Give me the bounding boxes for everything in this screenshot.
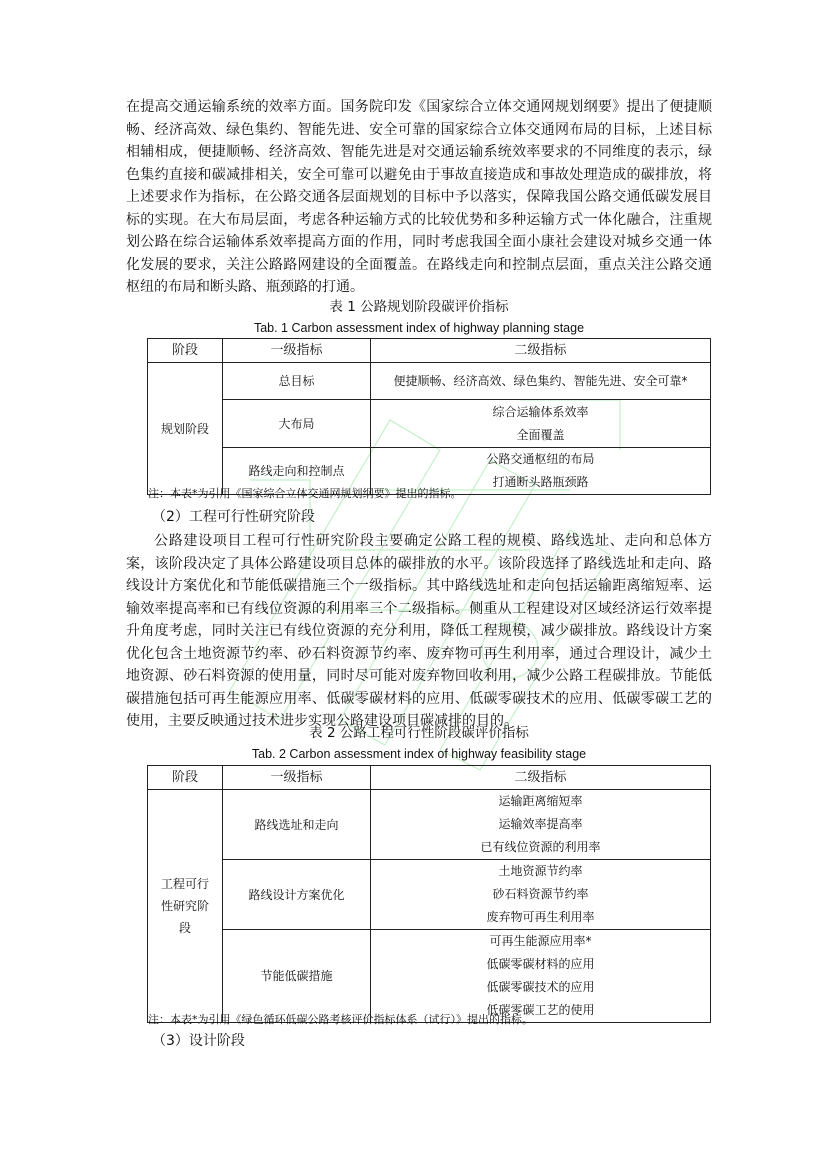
table1-caption-en: Tab. 1 Carbon assessment index of highway planning stage <box>253 321 585 335</box>
secondary-item: 公路交通枢纽的布局 <box>486 452 595 466</box>
table2-row <box>148 860 711 930</box>
table1 <box>147 338 711 495</box>
secondary-item: 废弃物可再生利用率 <box>486 910 595 924</box>
secondary-item: 土地资源节约率 <box>498 864 583 878</box>
table1-primary-cell: 大布局 <box>223 400 371 448</box>
table2-row <box>148 790 711 860</box>
secondary-item: 可再生能源应用率* <box>489 934 592 948</box>
table2-secondary-cell <box>371 790 711 860</box>
table2 <box>147 765 711 1023</box>
section3-heading: （3）设计阶段 <box>152 1033 245 1049</box>
table2-primary-cell: 路线选址和走向 <box>223 790 371 860</box>
secondary-item: 低碳零碳工艺的使用 <box>486 1003 595 1017</box>
table1-row <box>148 400 711 448</box>
table1-header-stage: 阶段 <box>148 339 223 363</box>
secondary-item: 综合运输体系效率 <box>492 404 589 419</box>
table1-secondary-cell: 便捷顺畅、经济高效、绿色集约、智能先进、安全可靠* <box>371 363 711 400</box>
secondary-item: 全面覆盖 <box>516 427 565 442</box>
table2-caption-en: Tab. 2 Carbon assessment index of highway feasibility stage <box>251 747 587 761</box>
table2-primary-cell: 节能低碳措施 <box>223 930 371 1023</box>
section2-heading: （2）工程可行性研究阶段 <box>152 509 315 525</box>
body-paragraph-2: 公路建设项目工程可行性研究阶段主要确定公路工程的规模、路线选址、走向和总体方案，该阶段决定了具体公路建设项目总体的碳排放的水平。该阶段选择了路线选址和走向、路线设计方案优化和节能低碳措施三个一级指标。其中路线选址和走向包括运输距离缩短率、运输效率提高率和已有线位资源的利用率三个二级指标。侧重从工程建设对区域经济运行效率提升角度考虑，同时关注已有线位资源的充分利用，降低工程规模，减少碳排放。路线设计方案优化包含土地资源节约率、砂石料资源节约率、废弃物可再生利用率，通过合理设计，减少土地资源、砂石料资源的使用量，同时尽可能对废弃物回收利用，减少公路工程碳排放。节能低碳措施包括可再生能源应用率、低碳零碳材料的应用、低碳零碳技术的应用、低碳零碳工艺的使用，主要反映通过技术进步实现公路建设项目碳减排的目的。 <box>126 533 712 729</box>
table2-caption-cn: 表 2 公路工程可行性阶段碳评价指标 <box>309 725 529 741</box>
table2-header-secondary: 二级指标 <box>371 766 711 790</box>
table2-secondary-cell <box>371 930 711 1023</box>
table1-primary-cell: 路线走向和控制点 <box>223 448 371 495</box>
secondary-item: 低碳零碳技术的应用 <box>486 980 595 994</box>
table1-note: 注：本表*为引用《国家综合立体交通网规划纲要》提出的指标。 <box>148 487 462 500</box>
body-paragraph-1: 在提高交通运输系统的效率方面。国务院印发《国家综合立体交通网规划纲要》提出了便捷顺畅、经济高效、绿色集约、智能先进、安全可靠的国家综合立体交通网布局的目标，上述目标相辅相成，便捷顺畅、经济高效、智能先进是对交通运输系统效率要求的不同维度的表示，绿色集约直接和碳减排相关，安全可靠可以避免由于事故直接造成和事故处理造成的碳排放，将上述要求作为指标，在公路交通各层面规划的目标中予以落实，保障我国公路交通低碳发展目标的实现。在大布局层面，考虑各种运输方式的比较优势和多种运输方式一体化融合，注重规划公路在综合运输体系效率提高方面的作用，同时考虑我国全面小康社会建设对城乡交通一体化发展的要求，关注公路路网建设的全面覆盖。在路线走向和控制点层面，重点关注公路交通枢纽的布局和断头路、瓶颈路的打通。 <box>126 99 712 295</box>
table2-header-row <box>148 766 711 790</box>
table2-stage-cell: 工程可行性研究阶段 <box>148 790 223 1023</box>
table2-row <box>148 930 711 1023</box>
table2-note: 注：本表*为引用《绿色循环低碳公路考核评价指标体系（试行）》提出的指标。 <box>148 1013 533 1026</box>
table1-header-row <box>148 339 711 363</box>
table1-stage-cell: 规划阶段 <box>148 363 223 495</box>
secondary-item: 运输距离缩短率 <box>498 794 583 808</box>
table1-secondary-cell <box>371 400 711 448</box>
table2-secondary-cell <box>371 860 711 930</box>
secondary-item: 低碳零碳材料的应用 <box>486 957 595 971</box>
table2-header-primary: 一级指标 <box>223 766 371 790</box>
table2-primary-cell: 路线设计方案优化 <box>223 860 371 930</box>
secondary-item: 打通断头路瓶颈路 <box>492 475 589 489</box>
table1-header-primary: 一级指标 <box>223 339 371 363</box>
table1-header-secondary: 二级指标 <box>371 339 711 363</box>
secondary-item: 已有线位资源的利用率 <box>480 840 601 854</box>
secondary-item: 运输效率提高率 <box>498 817 583 831</box>
table1-row <box>148 363 711 400</box>
secondary-item: 砂石料资源节约率 <box>492 887 589 901</box>
table1-caption-cn: 表 1 公路规划阶段碳评价指标 <box>329 299 509 315</box>
table1-primary-cell: 总目标 <box>223 363 371 400</box>
table2-header-stage: 阶段 <box>148 766 223 790</box>
